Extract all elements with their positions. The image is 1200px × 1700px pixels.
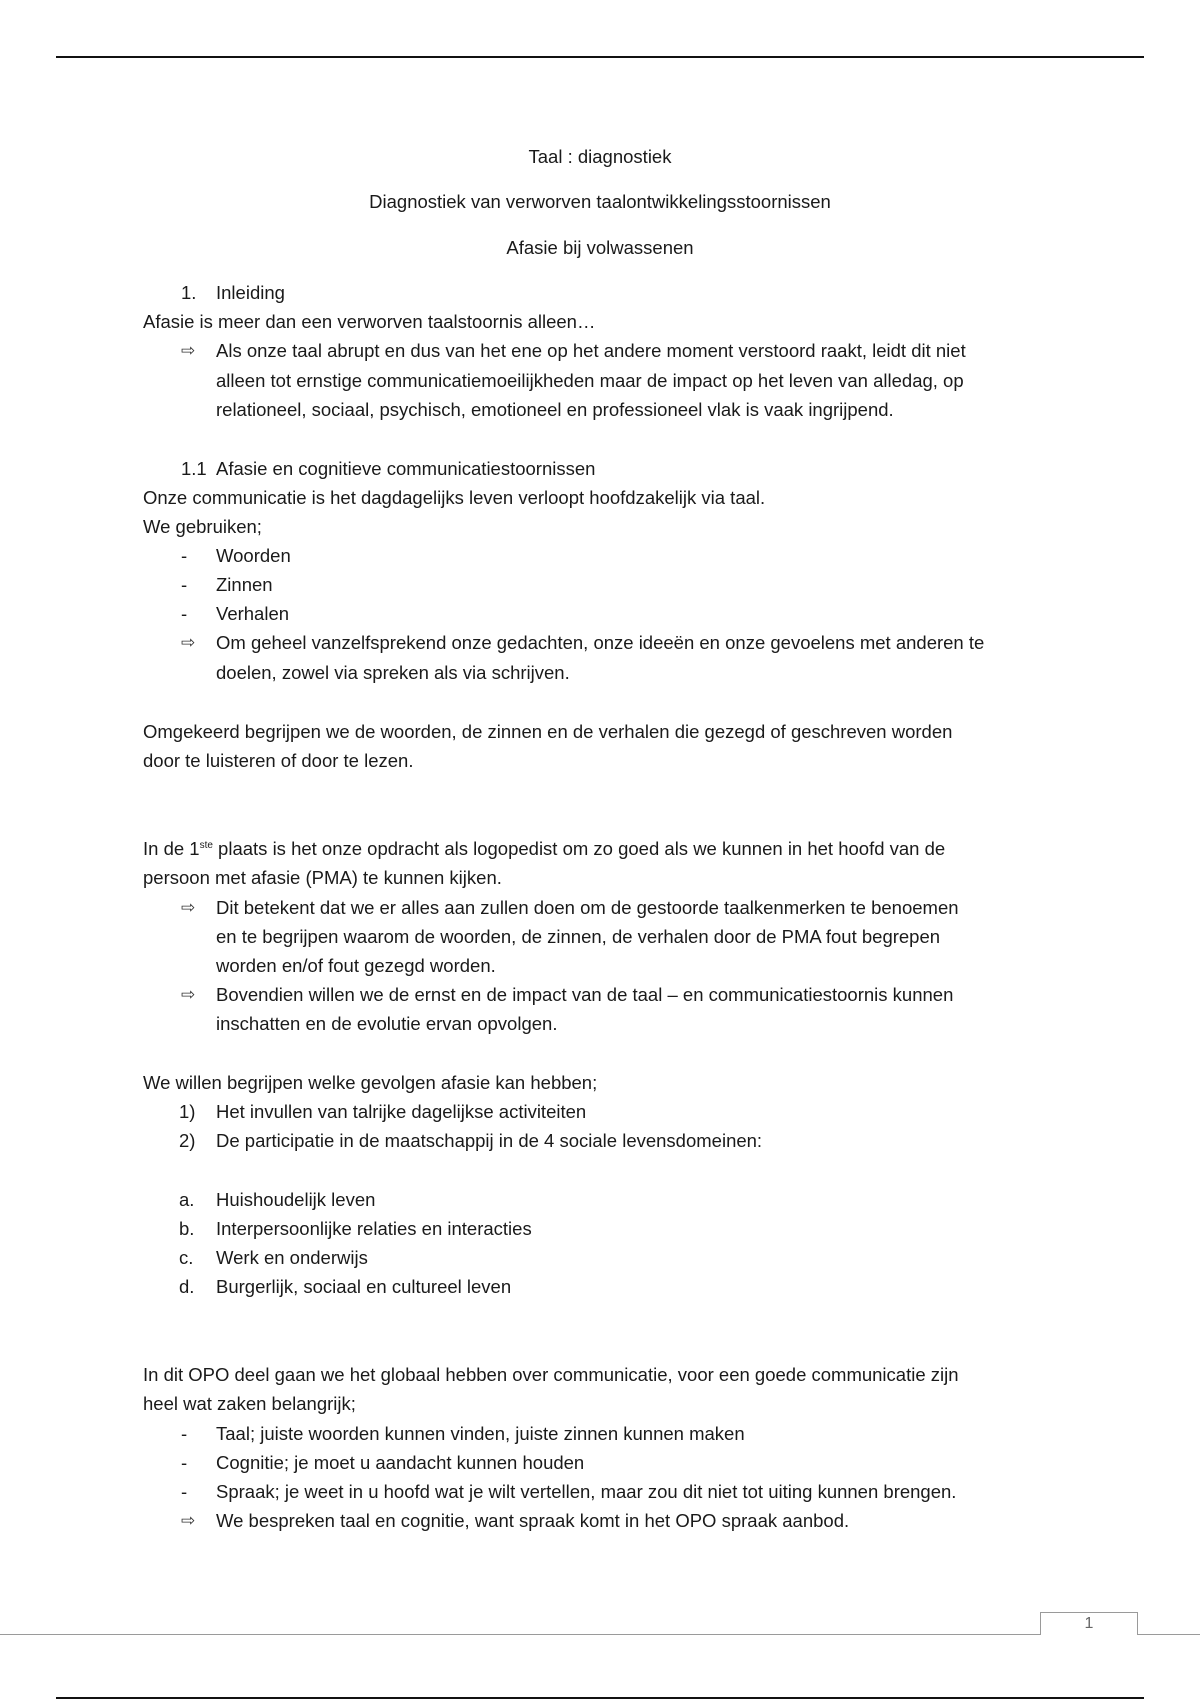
arrow-text-line: doelen, zowel via spreken als via schrijven. [216,662,570,683]
list-item: Het invullen van talrijke dagelijkse activiteiten [216,1101,587,1122]
text-fragment: In de 1 [143,838,200,859]
dash-marker: - [181,603,188,624]
footer-rule [1138,1634,1200,1635]
document-topic: Afasie bij volwassenen [506,237,694,258]
list-item: Cognitie; je moet u aandacht kunnen houden [216,1452,585,1473]
document-subtitle: Diagnostiek van verworven taalontwikkelingsstoornissen [369,191,831,212]
paragraph-line: door te luisteren of door te lezen. [143,750,414,771]
arrow-text-line: relationeel, sociaal, psychisch, emotioneel en professioneel vlak is vaak ingrijpend. [216,399,894,420]
paragraph-line: Omgekeerd begrijpen we de woorden, de zinnen en de verhalen die gezegd of geschreven worden [143,721,953,742]
arrow-icon: ⇨ [181,898,196,917]
list-number: 1) [179,1101,196,1122]
list-item: Burgerlijk, sociaal en cultureel leven [216,1276,512,1297]
intro-text: Afasie is meer dan een verworven taalstoornis alleen… [143,311,596,332]
arrow-text-line: worden en/of fout gezegd worden. [216,955,496,976]
list-item: Interpersoonlijke relaties en interacties [216,1218,532,1239]
arrow-text-line: alleen tot ernstige communicatiemoeilijkheden maar de impact op het leven van alledag, op [216,370,964,391]
arrow-text-line: Als onze taal abrupt en dus van het ene op het andere moment verstoord raakt, leidt dit niet [216,340,966,361]
paragraph-line: Onze communicatie is het dagdagelijks leven verloopt hoofdzakelijk via taal. [143,487,766,508]
paragraph-line: In dit OPO deel gaan we het globaal hebben over communicatie, voor een goede communicatie zijn [143,1364,959,1385]
arrow-icon: ⇨ [181,633,196,652]
document-title: Taal : diagnostiek [528,146,672,167]
arrow-text-line: Dit betekent dat we er alles aan zullen doen om de gestoorde taalkenmerken te benoemen [216,897,959,918]
paragraph-line: heel wat zaken belangrijk; [143,1393,356,1414]
section-title: Inleiding [216,282,285,303]
list-item: Spraak; je weet in u hoofd wat je wilt vertellen, maar zou dit niet tot uiting kunnen brengen. [216,1481,957,1502]
arrow-text-line: We bespreken taal en cognitie, want spraak komt in het OPO spraak aanbod. [216,1510,850,1531]
list-number: 2) [179,1130,196,1151]
bottom-rule [56,1697,1144,1699]
paragraph-line: We gebruiken; [143,516,262,537]
dash-marker: - [181,1452,188,1473]
dash-marker: - [181,545,188,566]
arrow-icon: ⇨ [181,341,196,360]
list-letter: c. [179,1247,194,1268]
dash-marker: - [181,574,188,595]
section-number: 1.1 [181,458,207,479]
dash-marker: - [181,1481,188,1502]
arrow-text-line: Om geheel vanzelfsprekend onze gedachten, onze ideeën en onze gevoelens met anderen te [216,632,985,653]
list-item: De participatie in de maatschappij in de 4 sociale levensdomeinen: [216,1130,763,1151]
arrow-text-line: en te begrijpen waarom de woorden, de zinnen, de verhalen door de PMA fout begrepen [216,926,941,947]
superscript: ste [199,840,213,851]
arrow-icon: ⇨ [181,985,196,1004]
text-fragment: plaats is het onze opdracht als logopedist om zo goed als we kunnen in het hoofd van de [212,838,946,859]
list-letter: d. [179,1276,195,1297]
arrow-text-line: Bovendien willen we de ernst en de impact van de taal – en communicatiestoornis kunnen [216,984,954,1005]
list-item: Woorden [216,545,291,566]
page-number: 1 [1040,1612,1138,1635]
arrow-icon: ⇨ [181,1511,196,1530]
list-item: Werk en onderwijs [216,1247,368,1268]
paragraph-line [143,834,945,863]
list-letter: a. [179,1189,195,1210]
list-letter: b. [179,1218,195,1239]
header-rule [56,56,1144,58]
list-item: Taal; juiste woorden kunnen vinden, juiste zinnen kunnen maken [216,1423,745,1444]
arrow-text-line: inschatten en de evolutie ervan opvolgen. [216,1013,558,1034]
dash-marker: - [181,1423,188,1444]
footer-rule [0,1634,1040,1635]
list-item: Zinnen [216,574,273,595]
list-item: Huishoudelijk leven [216,1189,376,1210]
section-title: Afasie en cognitieve communicatiestoornissen [216,458,596,479]
paragraph-line: persoon met afasie (PMA) te kunnen kijken. [143,867,502,888]
section-number: 1. [181,282,197,303]
list-item: Verhalen [216,603,290,624]
paragraph-line: We willen begrijpen welke gevolgen afasie kan hebben; [143,1072,598,1093]
